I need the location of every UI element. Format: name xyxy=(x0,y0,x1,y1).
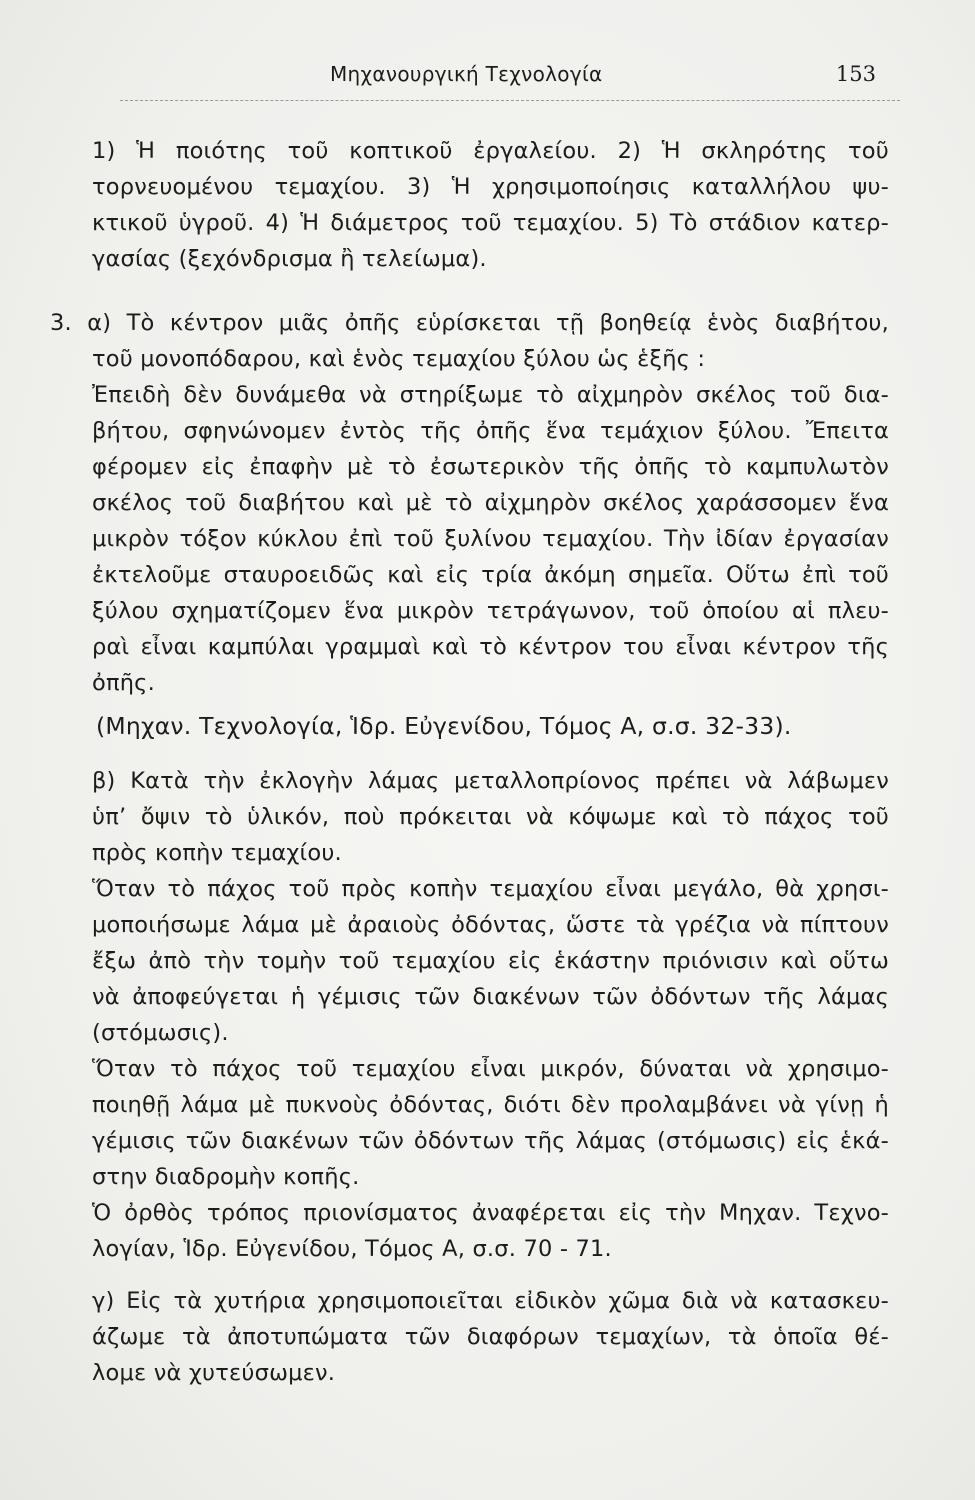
text-line: ποιηθῇ λάμα μὲ πυκνοὺς ὀδόντας, διότι δὲν προλαμβάνει νὰ γίνῃ ἡ xyxy=(92,1092,889,1118)
text-line: ὀπῆς. xyxy=(92,670,155,696)
text-line: ἐκτελοῦμε σταυροειδῶς καὶ εἰς τρία ἀκόμη σημεῖα. Οὕτω ἐπὶ τοῦ xyxy=(92,562,889,588)
citation-line: (Μηχαν. Τεχνολογία, Ἱδρ. Εὐγενίδου, Τόμος Α, σ.σ. 32-33). xyxy=(96,712,792,740)
text-line: β) Κατὰ τὴν ἐκλογὴν λάμας μεταλλοπρίονος πρέπει νὰ λάβωμεν xyxy=(92,768,889,794)
text-line: ραὶ εἶναι καμπύλαι γραμμαὶ καὶ τὸ κέντρον του εἶναι κέντρον τῆς xyxy=(92,634,889,660)
text-line: βήτου, σφηνώνομεν ἐντὸς τῆς ὀπῆς ἕνα τεμάχιον ξύλου. Ἔπειτα xyxy=(92,418,889,444)
running-header xyxy=(330,62,880,98)
text-line: ξύλου σχηματίζομεν ἕνα μικρὸν τετράγωνον, τοῦ ὁποίου αἱ πλευ- xyxy=(92,598,889,624)
text-line: γασίας (ξεχόνδρισμα ἢ τελείωμα). xyxy=(92,246,487,272)
text-line: γ) Εἰς τὰ χυτήρια χρησιμοποιεῖται εἰδικὸν χῶμα διὰ νὰ κατασκευ- xyxy=(92,1288,889,1314)
text-line: Ὁ ὀρθὸς τρόπος πριονίσματος ἀναφέρεται εἰς τὴν Μηχαν. Τεχνο- xyxy=(92,1200,889,1226)
text-line: λομε νὰ χυτεύσωμεν. xyxy=(92,1360,336,1386)
text-line: μικρὸν τόξον κύκλου ἐπὶ τοῦ ξυλίνου τεμαχίου. Τὴν ἰδίαν ἐργασίαν xyxy=(92,526,889,552)
text-line: σκέλος τοῦ διαβήτου καὶ μὲ τὸ αἰχμηρὸν σκέλος χαράσσομεν ἕνα xyxy=(92,490,889,516)
text-line: 3. α) Τὸ κέντρον μιᾶς ὀπῆς εὑρίσκεται τῇ βοηθείᾳ ἑνὸς διαβήτου, xyxy=(50,310,889,336)
text-line: φέρομεν εἰς ἐπαφὴν μὲ τὸ ἐσωτερικὸν τῆς ὀπῆς τὸ καμπυλωτὸν xyxy=(92,454,889,480)
text-line: ὑπ’ ὄψιν τὸ ὑλικόν, ποὺ πρόκειται νὰ κόψωμε καὶ τὸ πάχος τοῦ xyxy=(92,804,889,830)
text-line: άζωμε τὰ ἀποτυπώματα τῶν διαφόρων τεμαχίων, τὰ ὁποῖα θέ- xyxy=(92,1324,889,1350)
text-line: λογίαν, Ἱδρ. Εὐγενίδου, Τόμος Α, σ.σ. 70 - 71. xyxy=(92,1236,612,1262)
text-line: (στόμωσις). xyxy=(92,1020,229,1046)
text-line: ἔξω ἀπὸ τὴν τομὴν τοῦ τεμαχίου εἰς ἑκάστην πριόνισιν καὶ οὕτω xyxy=(92,948,889,974)
text-line: Ὅταν τὸ πάχος τοῦ πρὸς κοπὴν τεμαχίου εἶναι μεγάλο, θὰ χρησι- xyxy=(92,876,889,902)
text-line: πρὸς κοπὴν τεμαχίου. xyxy=(92,840,342,866)
text-line: τορνευομένου τεμαχίου. 3) Ἡ χρησιμοποίησις καταλλήλου ψυ- xyxy=(92,174,889,200)
header-title: Μηχανουργική Τεχνολογία xyxy=(330,62,603,86)
text-line: Ὅταν τὸ πάχος τοῦ τεμαχίου εἶναι μικρόν, δύναται νὰ χρησιμο- xyxy=(92,1056,889,1082)
text-line: γέμισις τῶν διακένων τῶν ὀδόντων τῆς λάμας (στόμωσις) εἰς ἑκά- xyxy=(92,1128,889,1154)
text-line: νὰ ἀποφεύγεται ἡ γέμισις τῶν διακένων τῶν ὀδόντων τῆς λάμας xyxy=(92,984,889,1010)
text-line: κτικοῦ ὑγροῦ. 4) Ἡ διάμετρος τοῦ τεμαχίου. 5) Τὸ στάδιον κατερ- xyxy=(92,210,889,236)
header-rule xyxy=(120,100,900,101)
text-line: 1) Ἡ ποιότης τοῦ κοπτικοῦ ἐργαλείου. 2) Ἡ σκληρότης τοῦ xyxy=(92,138,889,164)
page-number: 153 xyxy=(835,62,876,86)
text-line: στην διαδρομὴν κοπῆς. xyxy=(92,1164,360,1190)
text-line: τοῦ μονοπόδαρου, καὶ ἑνὸς τεμαχίου ξύλου ὡς ἑξῆς : xyxy=(92,346,706,372)
text-line: Ἐπειδὴ δὲν δυνάμεθα νὰ στηρίξωμε τὸ αἰχμηρὸν σκέλος τοῦ δια- xyxy=(92,382,889,408)
text-line: μοποιήσωμε λάμα μὲ ἀραιοὺς ὀδόντας, ὥστε τὰ γρέζια νὰ πίπτουν xyxy=(92,912,889,938)
